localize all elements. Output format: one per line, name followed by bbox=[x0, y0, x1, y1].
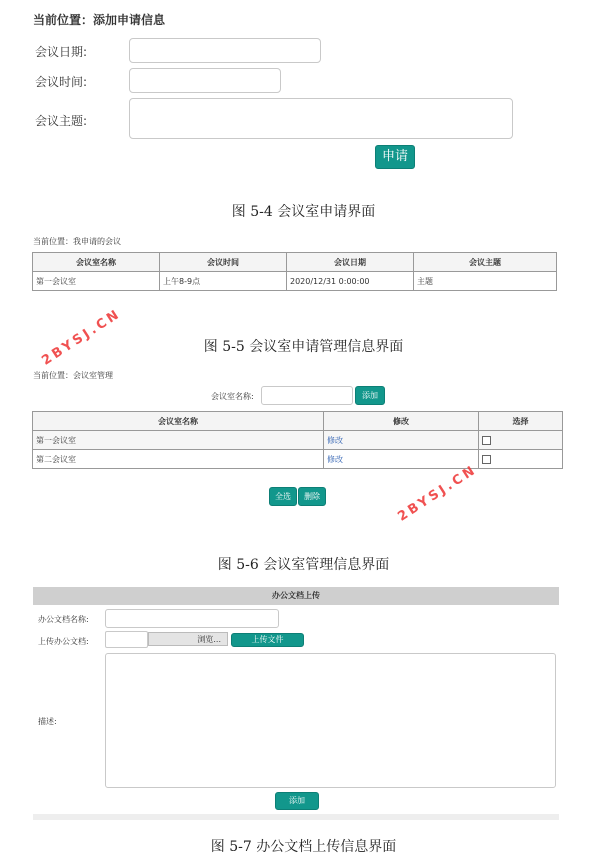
meeting-time-input[interactable] bbox=[129, 68, 281, 93]
file-path-input[interactable] bbox=[105, 631, 148, 648]
header-room-name: 会议室名称 bbox=[33, 412, 324, 431]
doc-name-label: 办公文档名称: bbox=[38, 615, 89, 624]
table-row bbox=[33, 450, 563, 469]
room-name-input[interactable] bbox=[261, 386, 353, 405]
caption-5-5: 图 5-5 会议室申请管理信息界面 bbox=[203, 339, 404, 355]
s1-breadcrumb: 当前位置：添加申请信息 bbox=[33, 13, 166, 27]
my-meetings-table bbox=[32, 252, 557, 291]
delete-button[interactable]: 删除 bbox=[298, 487, 326, 506]
meeting-date-input[interactable] bbox=[129, 38, 321, 63]
row-select-checkbox[interactable] bbox=[482, 455, 491, 464]
select-all-button[interactable]: 全选 bbox=[269, 487, 297, 506]
meeting-topic-label: 会议主题: bbox=[35, 114, 88, 128]
header-meeting-topic: 会议主题 bbox=[414, 253, 557, 272]
upload-panel-header: 办公文档上传 bbox=[33, 587, 559, 605]
add-room-button[interactable]: 添加 bbox=[355, 386, 385, 405]
header-edit: 修改 bbox=[324, 412, 479, 431]
s2-breadcrumb: 当前位置：我申请的会议 bbox=[33, 237, 121, 246]
cell-meeting-time: 上午8-9点 bbox=[160, 272, 287, 291]
caption-5-6: 图 5-6 会议室管理信息界面 bbox=[217, 557, 390, 573]
cell-room-name: 第一会议室 bbox=[33, 431, 324, 450]
table-row bbox=[33, 431, 563, 450]
watermark: 2BYSJ.CN bbox=[395, 462, 480, 525]
room-name-label: 会议室名称: bbox=[211, 392, 254, 401]
apply-button[interactable]: 申请 bbox=[375, 145, 415, 169]
meeting-time-label: 会议时间: bbox=[35, 75, 88, 89]
watermark: 2BYSJ.CN bbox=[39, 306, 124, 369]
s3-breadcrumb: 当前位置：会议室管理 bbox=[33, 371, 113, 380]
caption-5-4: 图 5-4 会议室申请界面 bbox=[231, 204, 376, 220]
upload-panel-footer bbox=[33, 814, 559, 820]
header-meeting-date: 会议日期 bbox=[287, 253, 414, 272]
browse-button[interactable]: 浏览... bbox=[148, 632, 228, 646]
doc-name-input[interactable] bbox=[105, 609, 279, 628]
table-row bbox=[33, 272, 557, 291]
rooms-table bbox=[32, 411, 563, 469]
cell-room-name: 第二会议室 bbox=[33, 450, 324, 469]
edit-link[interactable]: 修改 bbox=[327, 454, 343, 464]
edit-link[interactable]: 修改 bbox=[327, 435, 343, 445]
cell-meeting-date: 2020/12/31 0:00:00 bbox=[287, 272, 414, 291]
description-textarea[interactable] bbox=[105, 653, 556, 788]
description-label: 描述: bbox=[38, 717, 57, 726]
header-room-name: 会议室名称 bbox=[33, 253, 160, 272]
row-select-checkbox[interactable] bbox=[482, 436, 491, 445]
caption-5-7: 图 5-7 办公文档上传信息界面 bbox=[210, 839, 397, 855]
add-document-button[interactable]: 添加 bbox=[275, 792, 319, 810]
cell-room-name: 第一会议室 bbox=[33, 272, 160, 291]
cell-meeting-topic: 主题 bbox=[414, 272, 557, 291]
upload-file-button[interactable]: 上传文件 bbox=[231, 633, 304, 647]
meeting-topic-textarea[interactable] bbox=[129, 98, 513, 139]
header-select: 选择 bbox=[479, 412, 563, 431]
meeting-date-label: 会议日期: bbox=[35, 45, 88, 59]
header-meeting-time: 会议时间 bbox=[160, 253, 287, 272]
upload-doc-label: 上传办公文档: bbox=[38, 637, 89, 646]
